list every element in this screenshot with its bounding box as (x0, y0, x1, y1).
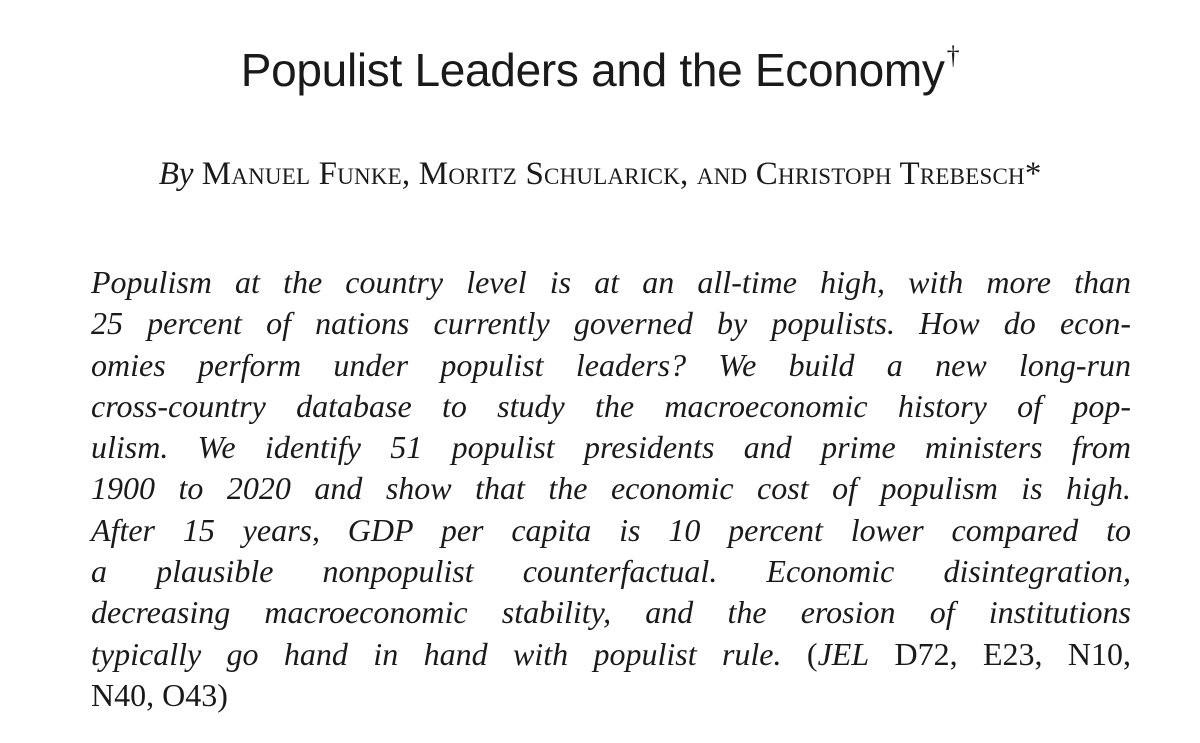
abstract-line: cross-country database to study the macroeconomic history of pop- (91, 387, 1131, 424)
jel-codes: D72, E23, N10, (869, 635, 1132, 672)
byline-asterisk: * (1024, 156, 1042, 192)
title-dagger: † (946, 41, 960, 70)
byline-by: By (158, 156, 194, 192)
abstract-line-jel (91, 634, 1131, 675)
paper-title (0, 40, 1200, 100)
abstract-line: omies perform under populist leaders? We build a new long-run (91, 346, 1131, 383)
abstract-line: decreasing macroeconomic stability, and the erosion of institutions (91, 594, 1131, 631)
abstract-line: a plausible nonpopulist counterfactual. Economic disintegration, (91, 553, 1131, 590)
abstract (91, 262, 1131, 716)
abstract-line: 1900 to 2020 and show that the economic cost of populism is high. (91, 470, 1131, 507)
author-byline (0, 153, 1200, 195)
jel-paren: ( (781, 635, 818, 672)
byline-authors: Manuel Funke, Moritz Schularick, and Christoph Trebesch (201, 156, 1025, 192)
abstract-line: 25 percent of nations currently governed by populists. How do econ- (91, 305, 1131, 342)
abstract-line: After 15 years, GDP per capita is 10 percent lower compared to (91, 511, 1131, 548)
abstract-line-jel-end: N40, O43) (91, 676, 228, 713)
abstract-line-text: typically go hand in hand with populist rule. (91, 635, 782, 672)
abstract-line: Populism at the country level is at an all-time high, with more than (91, 264, 1131, 300)
jel-label: JEL (817, 635, 870, 672)
title-text: Populist Leaders and the Economy (240, 44, 945, 96)
abstract-line: ulism. We identify 51 populist presidents and prime ministers from (91, 429, 1131, 466)
